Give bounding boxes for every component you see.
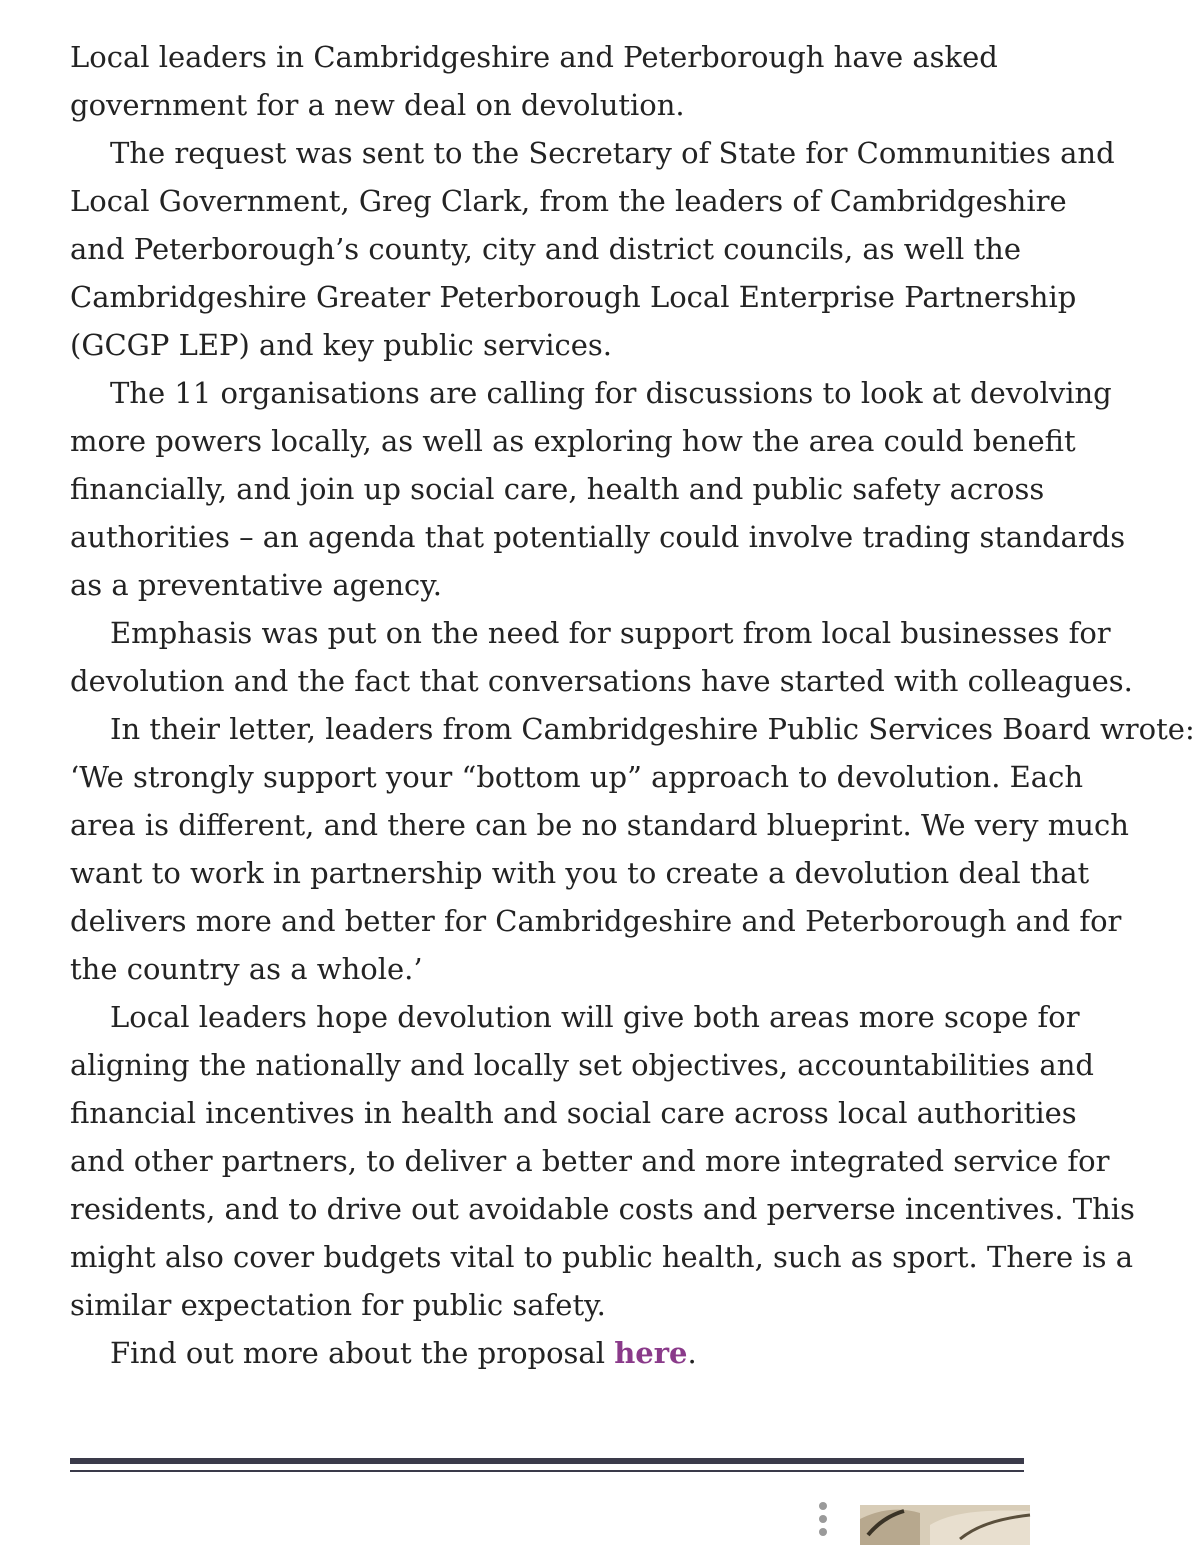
text-line: and other partners, to deliver a better and more integrated service for <box>70 1144 1110 1178</box>
paragraph-letter <box>70 705 1195 993</box>
text-line <box>70 1329 1170 1377</box>
text-line: government for a new deal on devolution. <box>70 88 685 122</box>
text-line: Local leaders hope devolution will give both areas more scope for <box>110 1000 1080 1034</box>
text-line: more powers locally, as well as exploring how the area could benefit <box>70 424 1076 458</box>
section-divider-thick <box>70 1458 1024 1464</box>
sentence-period: . <box>687 1336 697 1370</box>
text-line: similar expectation for public safety. <box>70 1288 606 1322</box>
find-out-more-text: Find out more about the proposal <box>110 1336 615 1370</box>
text-line: The request was sent to the Secretary of State for Communities and <box>110 136 1115 170</box>
dot <box>819 1515 827 1523</box>
paragraph-emphasis <box>70 609 1170 705</box>
dot <box>819 1528 827 1536</box>
text-line: In their letter, leaders from Cambridgeshire Public Services Board wrote: <box>110 712 1195 746</box>
text-line: the country as a whole.’ <box>70 952 423 986</box>
text-line: financially, and join up social care, health and public safety across <box>70 472 1045 506</box>
text-line: Local Government, Greg Clark, from the leaders of Cambridgeshire <box>70 184 1067 218</box>
text-line: residents, and to drive out avoidable costs and perverse incentives. This <box>70 1192 1135 1226</box>
paragraph-request <box>70 129 1170 369</box>
text-line: Emphasis was put on the need for support from local businesses for <box>110 616 1111 650</box>
text-line: and Peterborough’s county, city and district councils, as well the <box>70 232 1022 266</box>
text-line: Cambridgeshire Greater Peterborough Local Enterprise Partnership <box>70 280 1077 314</box>
paragraph-intro <box>70 33 1170 129</box>
here-link[interactable]: here <box>614 1336 688 1370</box>
text-line: might also cover budgets vital to public health, such as sport. There is a <box>70 1240 1134 1274</box>
more-options-icon[interactable] <box>815 1502 831 1536</box>
text-line: area is different, and there can be no standard blueprint. We very much <box>70 808 1129 842</box>
section-divider-thin <box>70 1470 1024 1472</box>
text-line: as a preventative agency. <box>70 568 443 602</box>
paragraph-organisations <box>70 369 1170 609</box>
text-line: aligning the nationally and locally set objectives, accountabilities and <box>70 1048 1094 1082</box>
text-line: financial incentives in health and social care across local authorities <box>70 1096 1077 1130</box>
paragraph-find-out-more <box>70 1329 1170 1377</box>
text-line: ‘We strongly support your “bottom up” approach to devolution. Each <box>70 760 1084 794</box>
text-line: authorities – an agenda that potentially could involve trading standards <box>70 520 1126 554</box>
thumbnail-image[interactable] <box>860 1505 1030 1545</box>
text-line: delivers more and better for Cambridgeshire and Peterborough and for <box>70 904 1122 938</box>
thumbnail-graphic <box>860 1505 1030 1545</box>
text-line: devolution and the fact that conversations have started with colleagues. <box>70 664 1133 698</box>
dot <box>819 1502 827 1510</box>
text-line: want to work in partnership with you to create a devolution deal that <box>70 856 1090 890</box>
text-line: The 11 organisations are calling for discussions to look at devolving <box>110 376 1112 410</box>
text-line: (GCGP LEP) and key public services. <box>70 328 613 362</box>
paragraph-hopes <box>70 993 1170 1329</box>
text-line: Local leaders in Cambridgeshire and Peterborough have asked <box>70 40 998 74</box>
article-body <box>70 33 1195 1377</box>
